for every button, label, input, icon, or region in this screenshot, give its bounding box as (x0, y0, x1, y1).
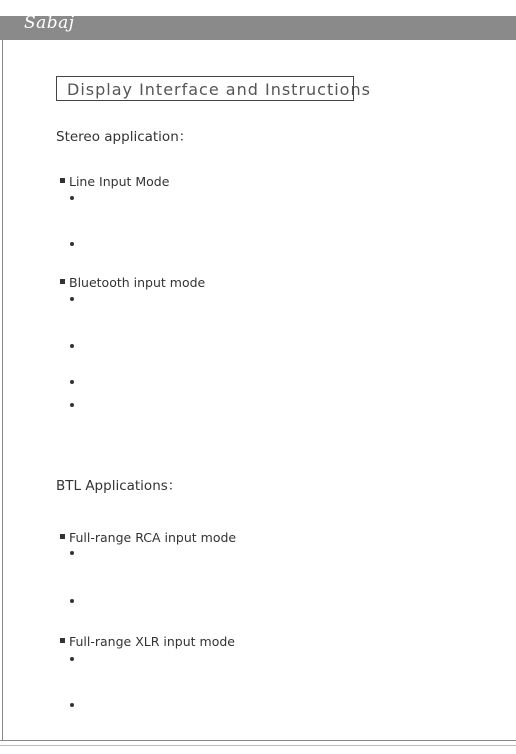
square-bullet-icon (60, 279, 65, 284)
bullet-dot-icon (70, 380, 74, 384)
mode-label: Line Input Mode (69, 174, 170, 189)
bullet-dot-icon (70, 297, 74, 301)
section-heading-stereo: Stereo application： (56, 129, 193, 145)
bullet-dot-icon (70, 242, 74, 246)
footer-rule-secondary (0, 745, 516, 746)
page-title: Display Interface and Instructions (67, 80, 371, 99)
footer-rule (0, 740, 516, 741)
square-bullet-icon (60, 638, 65, 643)
mode-xlr (60, 634, 235, 649)
square-bullet-icon (60, 178, 65, 183)
header-band (0, 16, 516, 40)
square-bullet-icon (60, 534, 65, 539)
bullet-dot-icon (70, 599, 74, 603)
left-margin-rule (2, 40, 3, 740)
bullet-dot-icon (70, 344, 74, 348)
bullet-dot-icon (70, 196, 74, 200)
bullet-dot-icon (70, 551, 74, 555)
brand-logo: Sabaj (24, 13, 75, 33)
bullet-dot-icon (70, 657, 74, 661)
mode-rca (60, 530, 236, 545)
section-heading-btl: BTL Applications： (56, 478, 182, 494)
title-box (56, 76, 371, 101)
mode-label: Bluetooth input mode (69, 275, 206, 290)
bullet-dot-icon (70, 403, 74, 407)
bullet-dot-icon (70, 703, 74, 707)
mode-label: Full-range RCA input mode (69, 530, 237, 545)
mode-line-input (60, 174, 169, 189)
mode-bluetooth (60, 275, 205, 290)
mode-label: Full-range XLR input mode (69, 634, 235, 649)
